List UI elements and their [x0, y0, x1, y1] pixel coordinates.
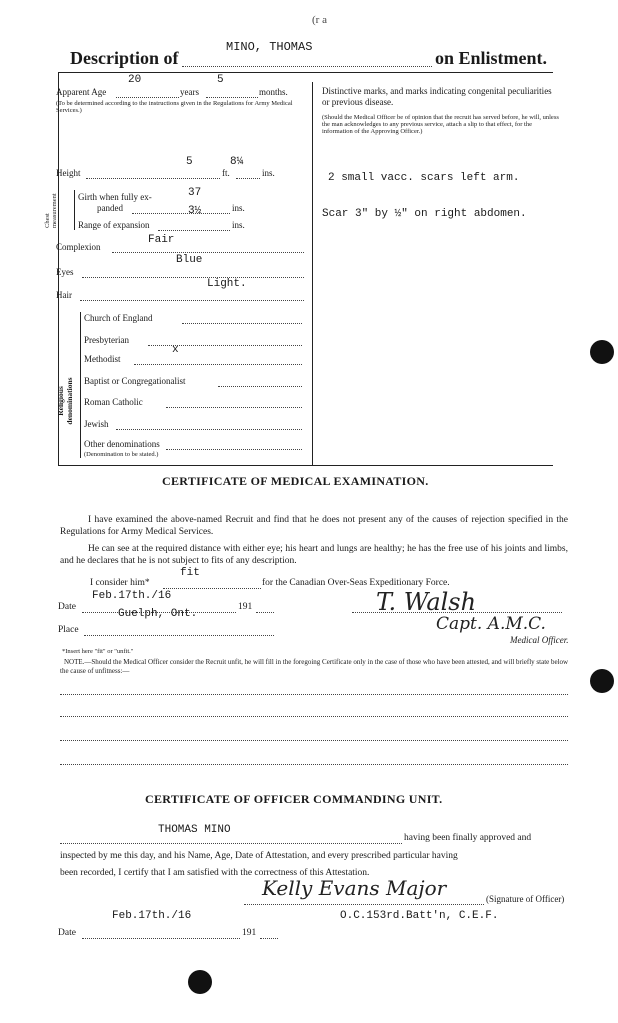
name-line — [182, 66, 432, 67]
officer-name-value: THOMAS MINO — [158, 824, 231, 836]
religion-line-0 — [182, 323, 302, 324]
form-title: Description of — [70, 48, 179, 68]
religion-mark: x — [172, 344, 179, 356]
marks-heading: Distinctive marks, and marks indicating congenital peculiarities or previous disease. — [322, 86, 552, 107]
officer-signature-line — [244, 904, 484, 905]
height-ins-label: ins. — [262, 168, 275, 178]
officer-line-3: been recorded, I certify that I am satisfied with the correctness of this Attestation. — [60, 868, 370, 878]
medical-place-value: Guelph, Ont. — [118, 608, 198, 620]
binder-hole-top — [590, 340, 614, 364]
consider-label: I consider him* — [90, 578, 150, 588]
age-label: Apparent Age — [56, 87, 107, 97]
chest-range-line — [158, 230, 230, 231]
medical-year-line — [256, 612, 274, 613]
unfitness-line-3 — [60, 740, 568, 741]
hair-label: Hair — [56, 290, 72, 300]
table-bottom-rule — [58, 465, 553, 466]
religion-item-1: Presbyterian — [84, 335, 129, 345]
religion-item-4: Roman Catholic — [84, 397, 143, 407]
religion-side-label: Religious denominations — [56, 377, 74, 425]
age-years-label: years — [180, 87, 199, 97]
chest-range-value: 3½ — [188, 205, 202, 217]
chest-girth-value: 37 — [188, 187, 202, 199]
medical-para-2: He can see at the required distance with either eye; his heart and lungs are healthy; he has the free use of his joints and limbs, and he declares that he is not subject to fits of any description. — [60, 544, 568, 566]
religion-item-3: Baptist or Congregationalist — [84, 376, 186, 386]
officer-name-line — [60, 843, 402, 844]
officer-date-line — [82, 938, 240, 939]
unfitness-line-2 — [60, 716, 568, 717]
chest-bracket — [74, 190, 75, 230]
medical-certificate-title: CERTIFICATE OF MEDICAL EXAMINATION. — [162, 474, 429, 488]
religion-line-6 — [166, 449, 302, 450]
recruit-name: MINO, THOMAS — [226, 40, 313, 54]
religion-line-2 — [134, 364, 302, 365]
chest-girth-label-1: Girth when fully ex- — [78, 192, 152, 202]
age-note: (To be determined according to the instructions given in the Regulations for Army Medical Services.) — [56, 100, 293, 114]
chest-girth-label-2: panded — [97, 203, 123, 213]
chest-girth-line — [132, 213, 230, 214]
officer-date-label: Date — [58, 928, 76, 938]
medical-para-1: I have examined the above-named Recruit and find that he does not present any of the causes of rejection specified in the Regulations for Army Medical Services. — [60, 515, 568, 537]
medical-place-label: Place — [58, 625, 79, 635]
religion-line-4 — [166, 407, 302, 408]
unfitness-line-1 — [60, 694, 568, 695]
chest-range-label: Range of expansion — [78, 220, 150, 230]
religion-item-5: Jewish — [84, 419, 109, 429]
medical-footnote: *Insert here "fit" or "unfit." — [62, 648, 134, 655]
religion-bracket — [80, 312, 81, 458]
height-ins-line — [236, 178, 260, 179]
medical-signature: T. Walsh — [376, 588, 477, 616]
age-months-line — [206, 97, 258, 98]
officer-line-2: inspected by me this day, and his Name, Age, Date of Attestation, and every prescribed particular having — [60, 851, 458, 861]
height-label: Height — [56, 168, 81, 178]
form-title-suffix: on Enlistment. — [435, 48, 548, 68]
complexion-value: Fair — [148, 234, 175, 246]
medical-note: NOTE.—Should the Medical Officer consider the Recruit unfit, he will fill in the foregoing Certificate only in the case of those who have been attested, and will briefly state below the cause of unfitness:— — [60, 658, 569, 675]
medical-year-label: 191 — [238, 602, 253, 612]
religion-item-0: Church of England — [84, 313, 153, 323]
binder-hole-middle — [590, 669, 614, 693]
medical-officer-rank: Capt. A.M.C. — [436, 614, 546, 634]
eyes-label: Eyes — [56, 267, 74, 277]
unfitness-line-4 — [60, 764, 568, 765]
marks-line-2: Scar 3" by ½" on right abdomen. — [322, 208, 527, 220]
consider-line — [163, 588, 261, 589]
age-months-value: 5 — [217, 74, 224, 86]
eyes-value: Blue — [176, 254, 203, 266]
hair-value: Light. — [207, 278, 247, 290]
chest-range-unit: ins. — [232, 220, 245, 230]
medical-signature-line — [352, 612, 562, 613]
fit-value: fit — [180, 567, 200, 579]
height-ft-label: ft. — [222, 168, 230, 178]
religion-line-5 — [116, 429, 302, 430]
officer-signature-label: (Signature of Officer) — [486, 894, 565, 904]
chest-side-label: Chest measurement — [44, 193, 58, 228]
top-mark: (r a — [312, 14, 327, 26]
officer-year-label: 191 — [242, 928, 257, 938]
medical-officer-label: Medical Officer. — [510, 635, 569, 645]
consider-for: for the Canadian Over-Seas Expeditionary Force. — [262, 578, 450, 588]
officer-date-value: Feb.17th./16 — [112, 910, 192, 922]
complexion-label: Complexion — [56, 242, 101, 252]
age-months-label: months. — [259, 87, 288, 97]
age-years-line — [116, 97, 179, 98]
height-ins-value: 8¼ — [230, 156, 244, 168]
height-ft-line — [86, 178, 220, 179]
medical-date-value: Feb.17th./16 — [92, 590, 172, 602]
religion-note: (Denomination to be stated.) — [84, 451, 159, 458]
age-years-value: 20 — [128, 74, 142, 86]
eyes-line — [82, 277, 304, 278]
hair-line — [80, 300, 304, 301]
religion-line-3 — [218, 386, 302, 387]
officer-signature: Kelly Evans Major — [262, 876, 447, 900]
medical-place-line — [84, 635, 274, 636]
complexion-line — [112, 252, 304, 253]
column-divider — [312, 82, 313, 465]
officer-line-1: having been finally approved and — [404, 833, 532, 843]
officer-unit-value: O.C.153rd.Batt'n, C.E.F. — [340, 910, 499, 922]
religion-item-6: Other denominations — [84, 439, 160, 449]
marks-line-1: 2 small vacc. scars left arm. — [328, 172, 520, 184]
chest-girth-unit: ins. — [232, 203, 245, 213]
header-rule — [58, 72, 553, 73]
medical-date-label: Date — [58, 602, 76, 612]
binder-hole-bottom — [188, 970, 212, 994]
religion-item-2: Methodist — [84, 354, 121, 364]
marks-note: (Should the Medical Officer be of opinion that the recruit has served before, he will, unless the man acknowledges to any previous service, attach a slip to that effect, for the information of the Approving Officer.) — [322, 114, 559, 135]
officer-year-line — [260, 938, 278, 939]
officer-certificate-title: CERTIFICATE OF OFFICER COMMANDING UNIT. — [145, 792, 443, 806]
height-ft-value: 5 — [186, 156, 193, 168]
